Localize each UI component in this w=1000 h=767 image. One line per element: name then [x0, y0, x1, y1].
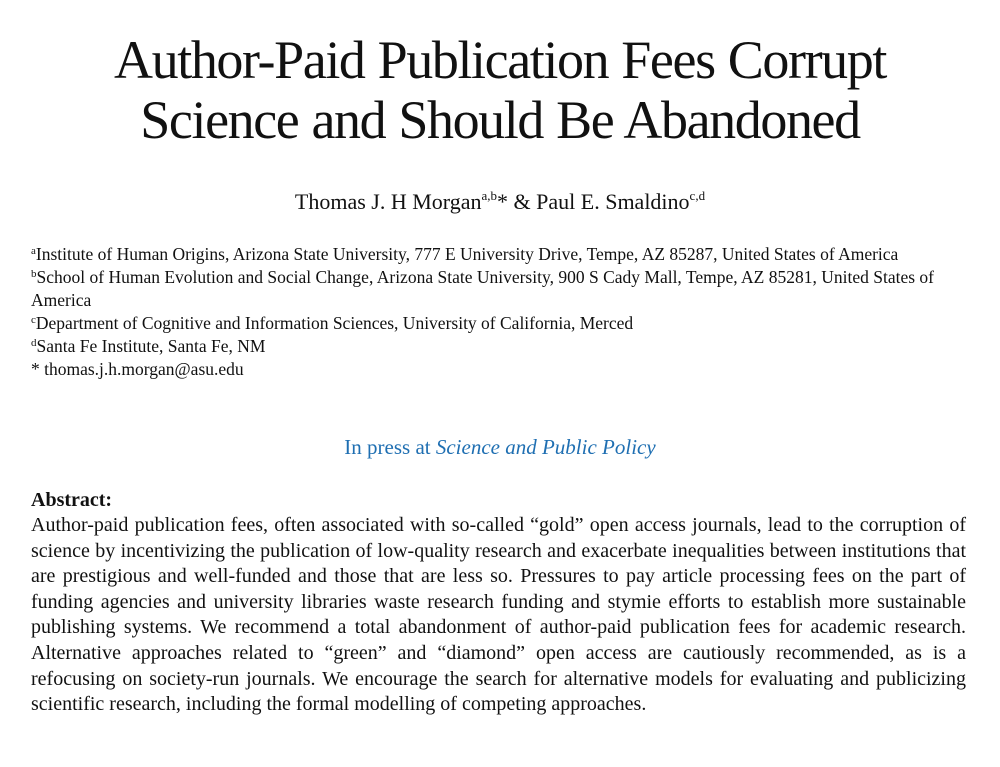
- corresponding-author-mark: *: [497, 189, 509, 214]
- affiliation-a: [31, 243, 971, 266]
- press-prefix: In press at: [344, 435, 436, 459]
- email-text: * thomas.j.h.morgan@asu.edu: [31, 359, 244, 379]
- affiliation-d: [31, 335, 971, 358]
- author-1-affiliation-marks: a,b: [481, 188, 498, 203]
- author-joiner: &: [508, 189, 537, 214]
- journal-name: Science and Public Policy: [435, 435, 656, 459]
- affiliation-mark: a: [31, 245, 36, 257]
- author-1-name: Thomas J. H Morgan: [294, 189, 482, 214]
- author-2-name: Paul E. Smaldino: [536, 189, 690, 214]
- paper-title-line-2: Science and Should Be Abandoned: [140, 90, 860, 150]
- affiliation-mark: c: [31, 314, 36, 326]
- abstract-heading: Abstract:: [31, 489, 113, 511]
- affiliation-mark: b: [31, 268, 37, 280]
- affiliation-b: [31, 266, 971, 312]
- corresponding-email: [31, 358, 971, 381]
- affiliation-text: Department of Cognitive and Information Sciences, University of California, Merced: [35, 313, 634, 333]
- paper-title-line-1: Author-Paid Publication Fees Corrupt: [114, 30, 886, 90]
- author-2-affiliation-marks: c,d: [689, 188, 706, 203]
- affiliation-c: [31, 312, 971, 335]
- affiliation-text: Santa Fe Institute, Santa Fe, NM: [36, 336, 266, 356]
- press-status: [0, 433, 1000, 461]
- author-list: [0, 188, 1000, 216]
- abstract-body: Author-paid publication fees, often associated with so-called “gold” open access journals, lead to the corruption of science by incentivizing the publication of low-quality research and exacerbate inequalities between institutions that are prestigious and well-funded and those that are less so. Pressures to pay article processing fees on the part of funding agencies and university libraries waste research funding and stymie efforts to establish more sustainable publishing systems. We recommend a total abandonment of author-paid publication fees for academic research. Alternative approaches related to “green” and “diamond” open access are cautiously recommended, as is a refocusing on society-run journals. We encourage the search for alternative models for evaluating and publicizing scientific research, including the formal modelling of competing approaches.: [31, 514, 966, 716]
- paper-title: [0, 30, 1000, 150]
- affiliations: [31, 243, 971, 381]
- affiliation-text: School of Human Evolution and Social Change, Arizona State University, 900 S Cady Mall, Tempe, AZ 85281, United States of America: [31, 267, 934, 310]
- affiliation-mark: d: [31, 337, 37, 349]
- affiliation-text: Institute of Human Origins, Arizona State University, 777 E University Drive, Tempe, AZ 85287, United States of America: [35, 244, 899, 264]
